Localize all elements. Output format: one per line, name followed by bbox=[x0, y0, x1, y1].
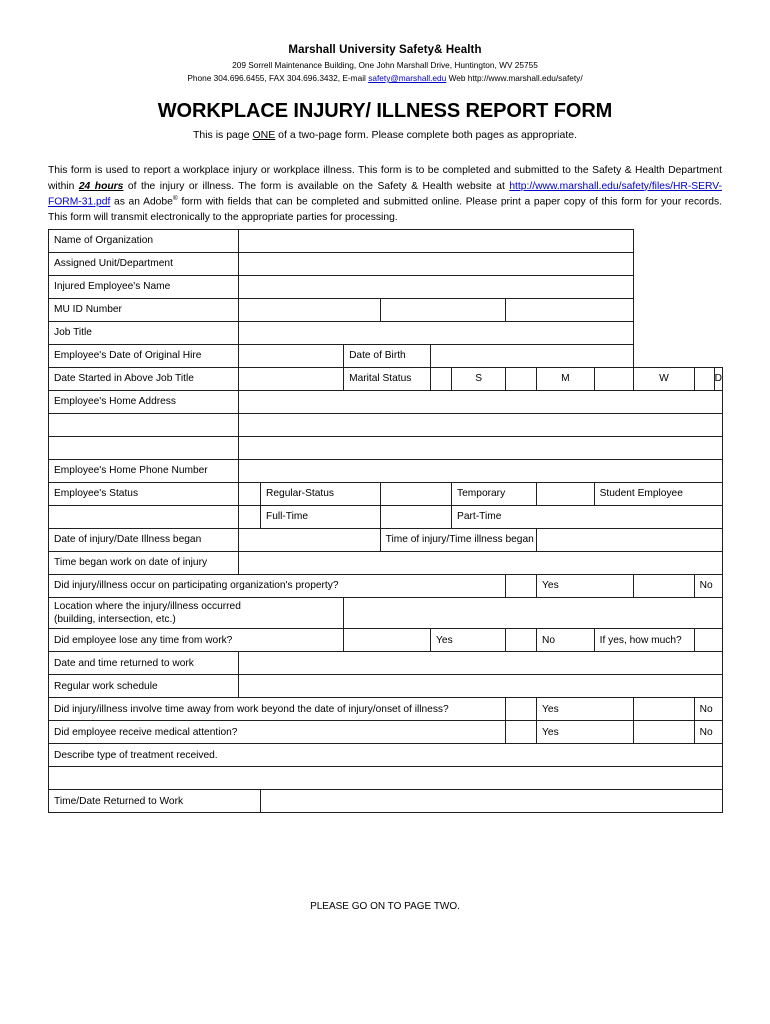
checkbox-marital-widowed[interactable] bbox=[594, 368, 634, 391]
organization-address: 209 Sorrell Maintenance Building, One John Marshall Drive, Huntington, WV 25755 bbox=[232, 60, 538, 70]
label-home-address: Employee's Home Address bbox=[49, 391, 239, 414]
checkbox-marital-divorced[interactable] bbox=[694, 368, 714, 391]
label-lose-time-no: No bbox=[537, 629, 595, 652]
label-mu-id-number: MU ID Number bbox=[49, 299, 239, 322]
input-date-of-injury[interactable] bbox=[239, 529, 381, 552]
input-time-of-injury[interactable] bbox=[537, 529, 723, 552]
contact-web-label: Web bbox=[446, 73, 468, 83]
label-time-away-no: No bbox=[694, 698, 722, 721]
input-home-address-line-1[interactable] bbox=[239, 391, 723, 414]
table-row-home-phone bbox=[49, 460, 723, 483]
input-home-address-line-3[interactable] bbox=[239, 437, 723, 460]
label-employee-status: Employee's Status bbox=[49, 483, 239, 506]
organization-contact bbox=[0, 73, 770, 83]
table-row-time-began-work bbox=[49, 552, 723, 575]
label-date-time-returned: Date and time returned to work bbox=[49, 652, 239, 675]
table-row-mu-id-number bbox=[49, 299, 723, 322]
checkbox-full-time[interactable] bbox=[239, 506, 261, 529]
table-row-name-of-organization bbox=[49, 230, 723, 253]
input-time-began-work[interactable] bbox=[239, 552, 723, 575]
intro-text-3: as an Adobe bbox=[110, 196, 173, 208]
label-name-of-organization: Name of Organization bbox=[49, 230, 239, 253]
input-injured-employee-name[interactable] bbox=[239, 276, 634, 299]
organization-name: Marshall University Safety& Health bbox=[288, 44, 482, 56]
label-location-line-2: (building, intersection, etc.) bbox=[54, 614, 176, 626]
label-injured-employee-name: Injured Employee's Name bbox=[49, 276, 239, 299]
checkbox-marital-single[interactable] bbox=[431, 368, 452, 391]
subtitle-part-2: of a two-page form. Please complete both pages as appropriate. bbox=[275, 129, 578, 141]
label-time-of-injury: Time of injury/Time illness began bbox=[380, 529, 536, 552]
spacer-home-address-line-2 bbox=[49, 414, 239, 437]
label-marital-status: Marital Status bbox=[344, 368, 431, 391]
label-date-of-original-hire: Employee's Date of Original Hire bbox=[49, 345, 239, 368]
table-row-date-started-job-title bbox=[49, 368, 723, 391]
subtitle-part-1: This is page bbox=[192, 129, 253, 141]
input-assigned-unit[interactable] bbox=[239, 253, 634, 276]
table-row-home-address-line-3 bbox=[49, 437, 723, 460]
label-home-phone: Employee's Home Phone Number bbox=[49, 460, 239, 483]
input-describe-treatment[interactable] bbox=[49, 767, 723, 790]
contact-phone-fax-text: Phone 304.696.6455, FAX 304.696.3432, E-mail bbox=[187, 73, 369, 83]
table-row-location-occurred bbox=[49, 598, 723, 629]
table-row-employee-status bbox=[49, 483, 723, 506]
checkbox-property-yes[interactable] bbox=[506, 575, 537, 598]
checkbox-time-away-no[interactable] bbox=[634, 698, 695, 721]
table-row-medical-attention bbox=[49, 721, 723, 744]
label-location-line-1: Location where the injury/illness occurred bbox=[54, 601, 241, 612]
input-if-yes-how-much[interactable] bbox=[694, 629, 722, 652]
table-row-date-of-original-hire bbox=[49, 345, 723, 368]
input-regular-work-schedule[interactable] bbox=[239, 675, 723, 698]
label-marital-divorced: D bbox=[714, 368, 722, 391]
intro-text-1: This form is used to report a workplace injury or workplace illness. This form is to be completed and submitted to the Safety & Health Department within bbox=[48, 165, 722, 192]
page-footer-note: PLEASE GO ON TO PAGE TWO. bbox=[310, 901, 460, 912]
label-marital-married: M bbox=[537, 368, 595, 391]
checkbox-part-time[interactable] bbox=[380, 506, 451, 529]
table-row-occurred-on-property bbox=[49, 575, 723, 598]
input-home-phone[interactable] bbox=[239, 460, 723, 483]
table-row-describe-treatment bbox=[49, 744, 723, 767]
label-describe-treatment: Describe type of treatment received. bbox=[49, 744, 723, 767]
label-medical-no: No bbox=[694, 721, 722, 744]
label-regular-work-schedule: Regular work schedule bbox=[49, 675, 239, 698]
input-time-date-returned-to-work[interactable] bbox=[261, 790, 723, 813]
label-medical-yes: Yes bbox=[537, 721, 634, 744]
registered-trademark-symbol: ® bbox=[172, 195, 178, 203]
intro-text-2: of the injury or illness. The form is available on the Safety & Health website at bbox=[123, 180, 510, 192]
input-date-of-birth[interactable] bbox=[431, 345, 634, 368]
checkbox-medical-no[interactable] bbox=[634, 721, 695, 744]
input-location-occurred[interactable] bbox=[344, 598, 723, 629]
input-home-address-line-2[interactable] bbox=[239, 414, 723, 437]
label-temporary: Temporary bbox=[452, 483, 537, 506]
checkbox-time-away-yes[interactable] bbox=[506, 698, 537, 721]
label-time-date-returned-to-work: Time/Date Returned to Work bbox=[49, 790, 261, 813]
label-marital-widowed: W bbox=[634, 368, 695, 391]
label-medical-attention: Did employee receive medical attention? bbox=[49, 721, 506, 744]
input-date-of-original-hire[interactable] bbox=[239, 345, 344, 368]
checkbox-property-no[interactable] bbox=[634, 575, 695, 598]
injury-report-form-table bbox=[48, 229, 723, 813]
label-job-title: Job Title bbox=[49, 322, 239, 345]
spacer-home-address-line-3 bbox=[49, 437, 239, 460]
checkbox-temporary[interactable] bbox=[380, 483, 451, 506]
label-date-started-job-title: Date Started in Above Job Title bbox=[49, 368, 239, 391]
input-date-time-returned[interactable] bbox=[239, 652, 723, 675]
intro-paragraph bbox=[48, 163, 722, 226]
input-date-started-job-title[interactable] bbox=[239, 368, 344, 391]
table-row-home-address bbox=[49, 391, 723, 414]
label-lose-time-yes: Yes bbox=[431, 629, 506, 652]
label-marital-single: S bbox=[452, 368, 506, 391]
label-time-away-yes: Yes bbox=[537, 698, 634, 721]
checkbox-lose-time-yes[interactable] bbox=[344, 629, 431, 652]
label-date-of-injury: Date of injury/Date Illness began bbox=[49, 529, 239, 552]
label-occurred-on-property: Did injury/illness occur on participating organization's property? bbox=[49, 575, 506, 598]
input-job-title[interactable] bbox=[239, 322, 634, 345]
label-lose-time-from-work: Did employee lose any time from work? bbox=[49, 629, 344, 652]
table-row-home-address-line-2 bbox=[49, 414, 723, 437]
table-row-time-date-returned-to-work bbox=[49, 790, 723, 813]
label-time-began-work: Time began work on date of injury bbox=[49, 552, 239, 575]
table-row-time-status bbox=[49, 506, 723, 529]
label-part-time: Part-Time bbox=[452, 506, 723, 529]
checkbox-regular-status[interactable] bbox=[239, 483, 261, 506]
intro-text-4: form with fields that can be completed and submitted online. Please print a paper copy of this form for your records. This form will transmit electronically to the appropriate parties for processing. bbox=[48, 196, 722, 224]
table-row-treatment-textarea bbox=[49, 767, 723, 790]
label-assigned-unit: Assigned Unit/Department bbox=[49, 253, 239, 276]
subtitle-emphasis: ONE bbox=[252, 129, 276, 141]
input-mu-id-extra-2[interactable] bbox=[506, 299, 634, 322]
label-property-no: No bbox=[694, 575, 722, 598]
label-date-of-birth: Date of Birth bbox=[344, 345, 431, 368]
label-if-yes-how-much: If yes, how much? bbox=[594, 629, 694, 652]
label-full-time: Full-Time bbox=[261, 506, 381, 529]
document-header bbox=[0, 0, 770, 83]
checkbox-marital-married[interactable] bbox=[506, 368, 537, 391]
email-link[interactable]: safety@marshall.edu bbox=[368, 73, 447, 83]
input-mu-id-number[interactable] bbox=[239, 299, 381, 322]
table-row-job-title bbox=[49, 322, 723, 345]
table-row-injured-employee-name bbox=[49, 276, 723, 299]
checkbox-medical-yes[interactable] bbox=[506, 721, 537, 744]
input-name-of-organization[interactable] bbox=[239, 230, 634, 253]
page-title: WORKPLACE INJURY/ ILLNESS REPORT FORM bbox=[157, 100, 613, 122]
label-student-employee: Student Employee bbox=[594, 483, 722, 506]
form-pdf-link[interactable]: http://www.marshall.edu/safety/files/HR-SERV-FORM-31.pdf bbox=[48, 180, 723, 208]
spacer-time-status bbox=[49, 506, 239, 529]
table-row-date-of-injury bbox=[49, 529, 723, 552]
checkbox-student-employee[interactable] bbox=[537, 483, 595, 506]
input-mu-id-extra-1[interactable] bbox=[380, 299, 505, 322]
table-row-date-time-returned bbox=[49, 652, 723, 675]
website-url: http://www.marshall.edu/safety/ bbox=[467, 73, 583, 83]
label-time-away-from-work: Did injury/illness involve time away from work beyond the date of injury/onset of illness? bbox=[49, 698, 506, 721]
label-location-occurred bbox=[49, 598, 344, 629]
table-row-lose-time-from-work bbox=[49, 629, 723, 652]
page-subtitle bbox=[0, 129, 770, 141]
checkbox-lose-time-no[interactable] bbox=[506, 629, 537, 652]
label-regular-status: Regular-Status bbox=[261, 483, 381, 506]
table-row-time-away-from-work bbox=[49, 698, 723, 721]
table-row-regular-work-schedule bbox=[49, 675, 723, 698]
label-property-yes: Yes bbox=[537, 575, 634, 598]
intro-deadline-emphasis: 24 hours bbox=[78, 180, 124, 192]
table-row-assigned-unit bbox=[49, 253, 723, 276]
